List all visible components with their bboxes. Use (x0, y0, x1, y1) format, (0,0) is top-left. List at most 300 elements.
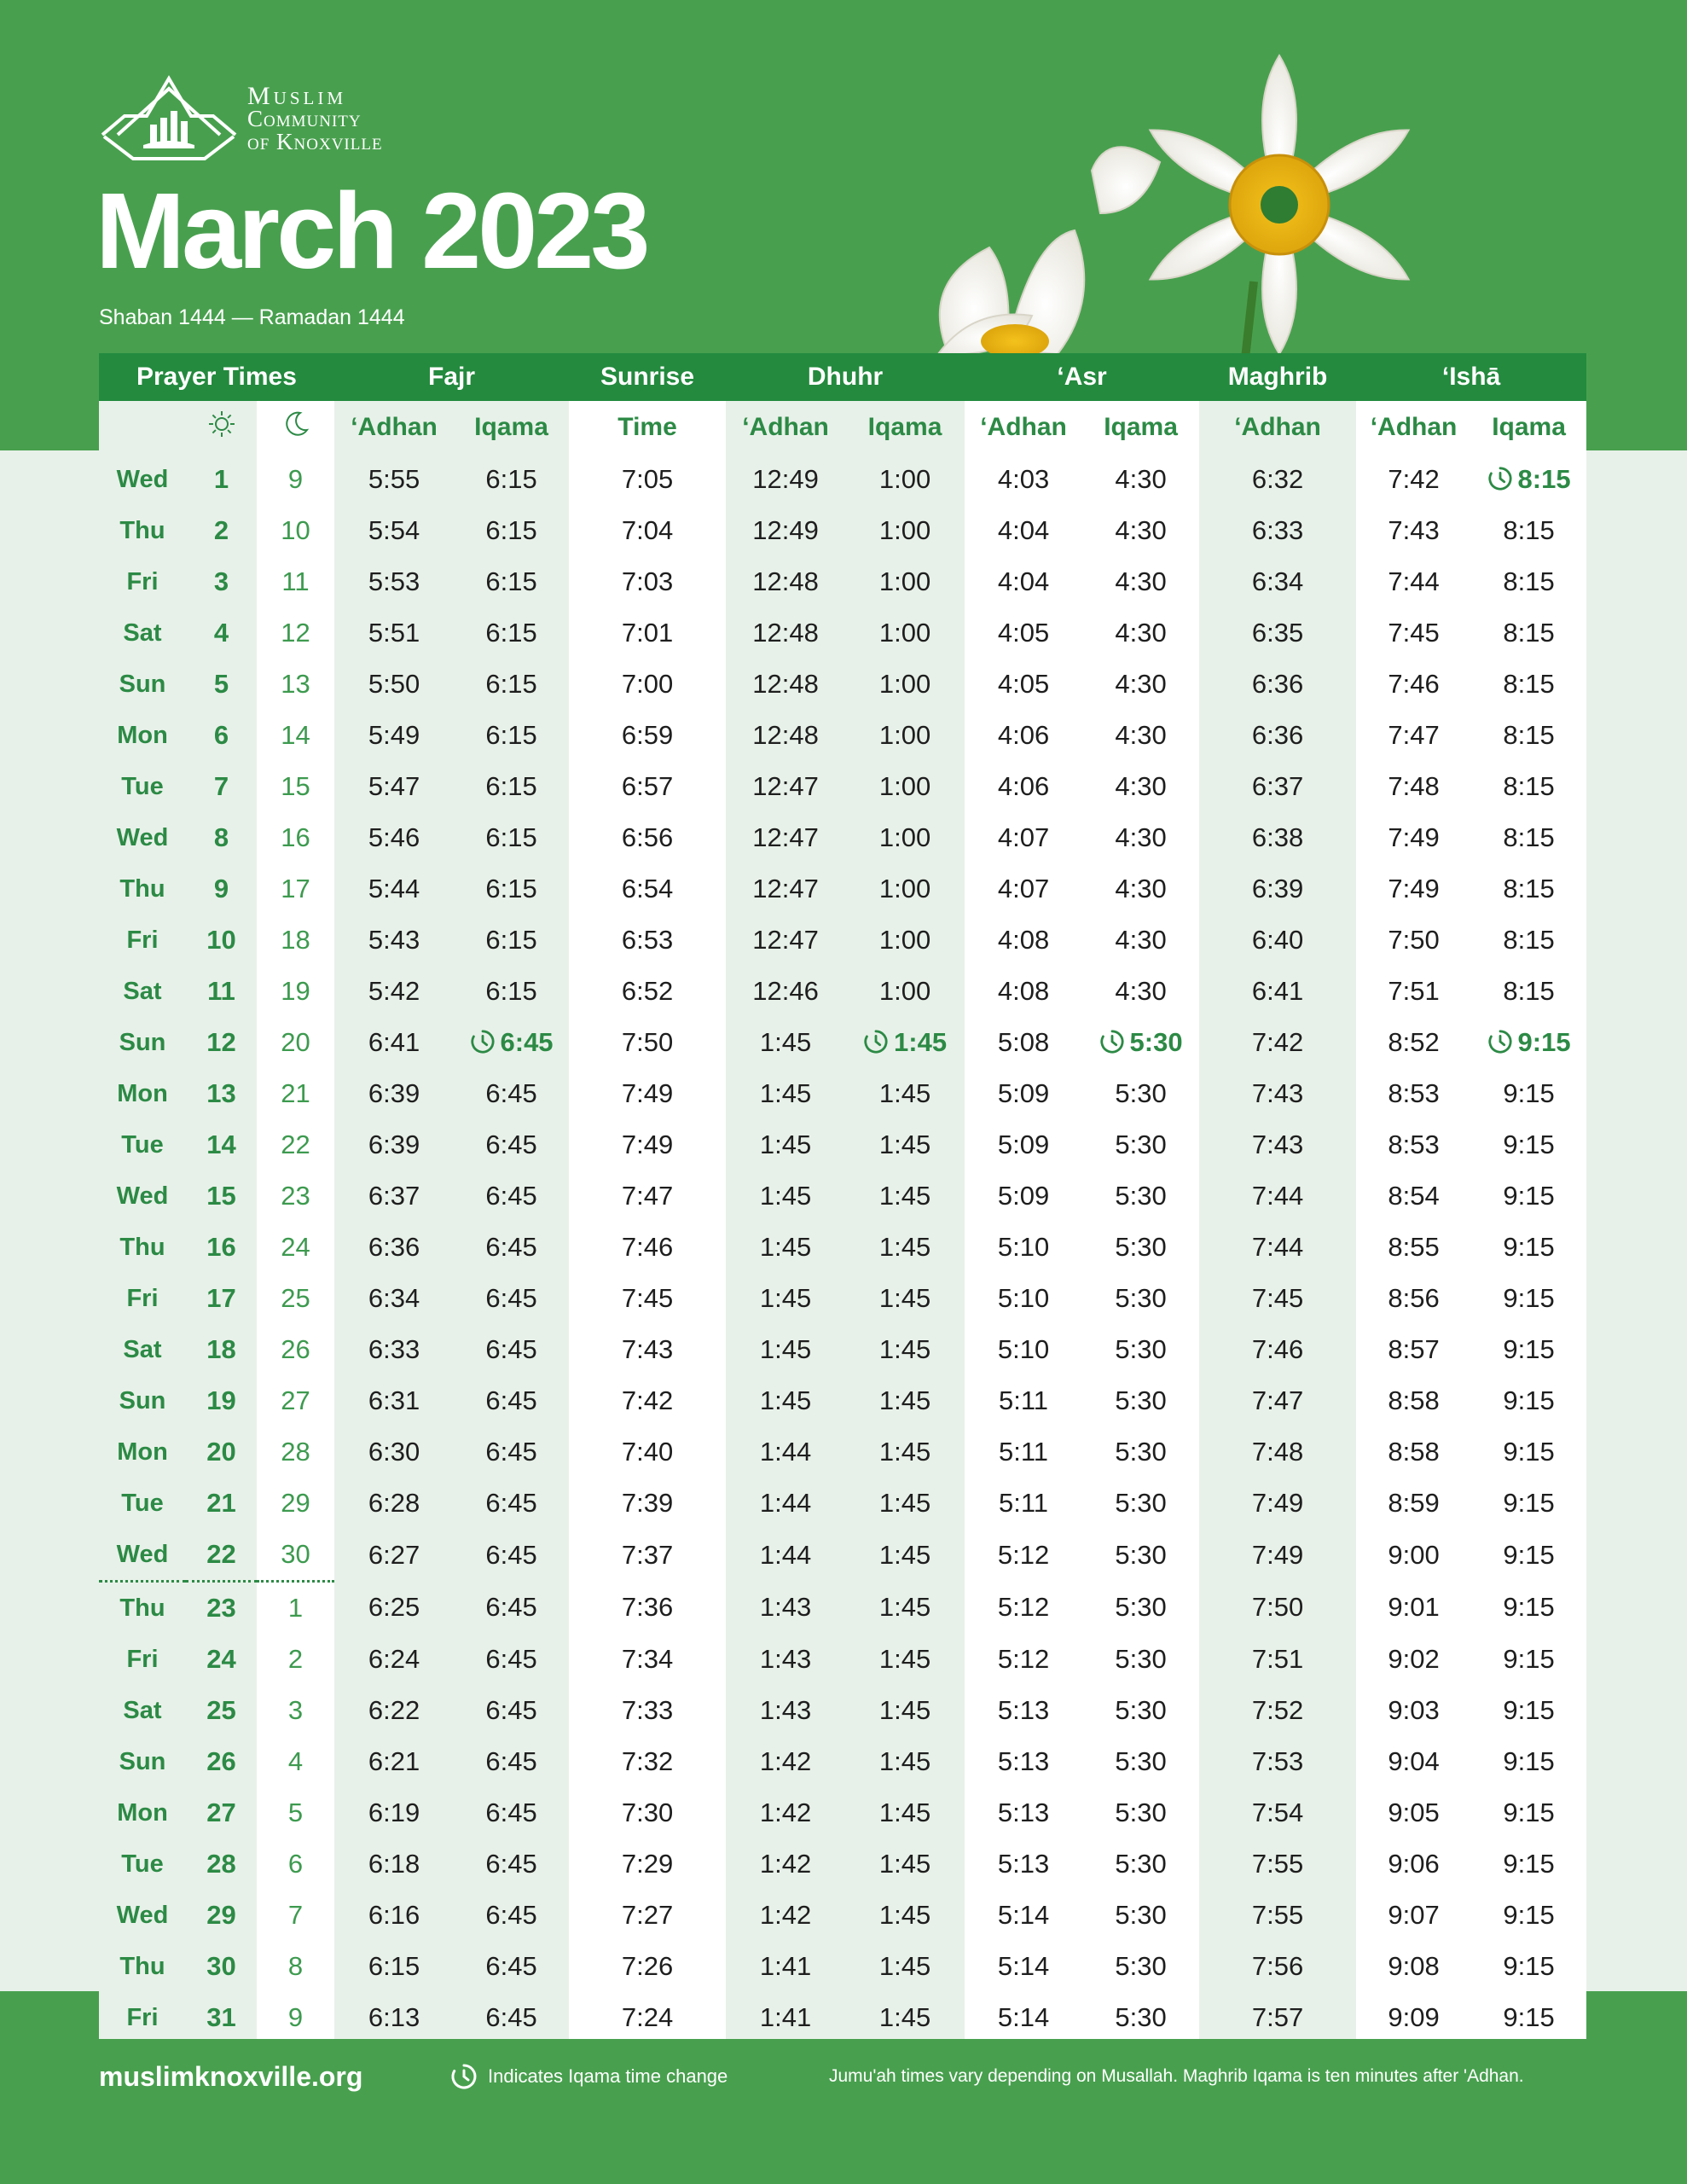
asr-adhan: 5:10 (997, 1334, 1050, 1364)
hijri-day-cell (257, 966, 334, 1017)
sunrise-time-cell (569, 1324, 726, 1375)
subheader-maghrib-adhan: ‘Adhan (1234, 413, 1321, 441)
day-number-cell (186, 1426, 257, 1478)
fajr-adhan: 6:19 (368, 1798, 420, 1827)
fajr-adhan-cell (334, 915, 454, 966)
maghrib-adhan-cell (1199, 966, 1356, 1017)
hijri-day-cell (257, 1941, 334, 1992)
dhuhr-iqama-cell (845, 812, 965, 863)
isha-iqama-cell (1471, 1634, 1586, 1685)
isha-adhan: 8:54 (1388, 1181, 1440, 1211)
fajr-adhan-cell (334, 1273, 454, 1324)
dhuhr-adhan: 12:48 (752, 669, 819, 699)
header-isha: ‘Ishā (1356, 353, 1586, 401)
dhuhr-adhan-cell (726, 1170, 845, 1222)
subheader-isha-adhan: ‘Adhan (1370, 413, 1458, 441)
fajr-iqama-cell (454, 1375, 569, 1426)
maghrib-adhan-cell (1199, 1426, 1356, 1478)
fajr-adhan-cell (334, 1890, 454, 1941)
isha-iqama: 9:15 (1503, 1951, 1555, 1981)
header-maghrib: Maghrib (1199, 353, 1356, 401)
sunrise-time-cell (569, 1941, 726, 1992)
fajr-iqama: 6:15 (485, 822, 537, 852)
isha-adhan-cell (1356, 1119, 1471, 1170)
day-of-week: Fri (126, 2003, 159, 2031)
isha-iqama-cell (1471, 1890, 1586, 1941)
asr-adhan: 4:04 (997, 566, 1050, 596)
isha-iqama-cell (1471, 1375, 1586, 1426)
hijri-day-cell (257, 1890, 334, 1941)
maghrib-adhan: 7:44 (1251, 1181, 1304, 1211)
hijri-range: Shaban 1444 — Ramadan 1444 (99, 305, 405, 329)
asr-iqama: 4:30 (1115, 515, 1167, 545)
table-row (99, 1634, 1586, 1685)
day-of-week-cell (99, 966, 186, 1017)
day-number-cell (186, 1941, 257, 1992)
day-of-week: Tue (121, 1489, 164, 1517)
dhuhr-adhan: 12:46 (752, 976, 819, 1006)
maghrib-adhan-cell (1199, 863, 1356, 915)
sunrise-time: 6:52 (621, 976, 674, 1006)
isha-adhan: 8:52 (1388, 1027, 1440, 1057)
isha-adhan-cell (1356, 966, 1471, 1017)
asr-adhan: 5:11 (999, 1488, 1049, 1518)
asr-iqama-cell (1082, 1787, 1199, 1838)
daffodil-image (887, 26, 1433, 367)
isha-adhan-cell (1356, 710, 1471, 761)
fajr-adhan-cell (334, 1222, 454, 1273)
sunrise-time: 7:40 (621, 1437, 674, 1467)
day-number-cell (186, 1992, 257, 2043)
maghrib-adhan: 6:37 (1251, 771, 1304, 801)
asr-iqama: 5:30 (1115, 1951, 1167, 1981)
isha-iqama-cell (1471, 505, 1586, 556)
fajr-adhan: 6:18 (368, 1849, 420, 1879)
time-change-icon (1099, 1029, 1125, 1054)
asr-adhan-cell (965, 1068, 1082, 1119)
table-row (99, 1685, 1586, 1736)
dhuhr-adhan: 12:48 (752, 566, 819, 596)
time-change-icon (1487, 1029, 1513, 1054)
isha-iqama: 9:15 (1503, 1078, 1555, 1108)
maghrib-adhan: 7:54 (1251, 1798, 1304, 1827)
day-number-cell (186, 659, 257, 710)
isha-iqama-cell (1471, 1068, 1586, 1119)
asr-iqama: 5:30 (1115, 1437, 1167, 1467)
isha-iqama: 9:15 (1503, 1130, 1555, 1159)
asr-iqama-cell (1082, 812, 1199, 863)
asr-iqama: 4:30 (1115, 976, 1167, 1006)
day-of-week: Mon (117, 721, 168, 749)
day-number-cell (186, 454, 257, 505)
dhuhr-iqama-cell (845, 1170, 965, 1222)
asr-adhan-cell (965, 1222, 1082, 1273)
day-of-week: Thu (119, 1952, 165, 1980)
hijri-day-cell (257, 1685, 334, 1736)
dhuhr-iqama: 1:45 (878, 1644, 931, 1674)
day-number: 5 (213, 669, 229, 699)
isha-adhan-cell (1356, 1838, 1471, 1890)
fajr-iqama-cell (454, 1890, 569, 1941)
fajr-adhan-cell (334, 607, 454, 659)
sun-icon (186, 401, 257, 454)
fajr-iqama-cell (454, 1273, 569, 1324)
fajr-adhan: 5:51 (368, 618, 420, 648)
asr-adhan: 4:05 (997, 669, 1050, 699)
asr-adhan: 5:14 (997, 1951, 1050, 1981)
subheader-sunrise-time: Time (617, 413, 677, 441)
dhuhr-adhan-cell (726, 1890, 845, 1941)
hijri-day: 9 (287, 464, 304, 494)
table-row (99, 607, 1586, 659)
maghrib-adhan-cell (1199, 1222, 1356, 1273)
isha-adhan: 7:51 (1388, 976, 1440, 1006)
fajr-iqama-cell (454, 1634, 569, 1685)
fajr-iqama-cell (454, 1068, 569, 1119)
day-number: 23 (206, 1593, 236, 1623)
isha-iqama-cell (1471, 1273, 1586, 1324)
dhuhr-adhan-cell (726, 710, 845, 761)
fajr-adhan: 6:41 (368, 1027, 420, 1057)
hijri-day: 11 (281, 566, 310, 596)
sunrise-time: 7:49 (621, 1130, 674, 1159)
table-row (99, 812, 1586, 863)
footer-note: Jumu'ah times vary depending on Musallah. Maghrib Iqama is ten minutes after 'Adhan. (829, 2066, 1524, 2086)
fajr-iqama: 6:45 (500, 1027, 554, 1057)
dhuhr-iqama: 1:45 (878, 1232, 931, 1262)
isha-adhan: 7:48 (1388, 771, 1440, 801)
fajr-adhan: 6:28 (368, 1488, 420, 1518)
asr-adhan-cell (965, 1992, 1082, 2043)
table-row (99, 1375, 1586, 1426)
fajr-iqama: 6:45 (485, 1130, 537, 1159)
prayer-times-table (99, 353, 1586, 2043)
dhuhr-iqama: 1:45 (878, 1334, 931, 1364)
hijri-day: 23 (281, 1181, 310, 1211)
hijri-day-cell (257, 505, 334, 556)
dhuhr-iqama: 1:00 (878, 618, 931, 648)
fajr-iqama: 6:15 (485, 925, 537, 955)
fajr-iqama-cell (454, 1119, 569, 1170)
day-number-cell (186, 1582, 257, 1635)
sunrise-time: 7:33 (621, 1695, 674, 1725)
dhuhr-adhan-cell (726, 1736, 845, 1787)
maghrib-adhan: 6:36 (1251, 669, 1304, 699)
dhuhr-iqama: 1:45 (878, 1078, 931, 1108)
asr-iqama-cell (1082, 1529, 1199, 1582)
sunrise-time-cell (569, 915, 726, 966)
maghrib-adhan: 7:49 (1251, 1539, 1304, 1570)
fajr-adhan-cell (334, 812, 454, 863)
subheader-fajr-iqama: Iqama (474, 413, 548, 441)
isha-iqama-cell (1471, 1787, 1586, 1838)
dhuhr-iqama-cell (845, 1634, 965, 1685)
asr-adhan-cell (965, 1890, 1082, 1941)
day-number-cell (186, 556, 257, 607)
sunrise-time: 7:27 (621, 1900, 674, 1930)
hijri-day: 16 (281, 822, 310, 852)
org-name-line1: Muslim (247, 81, 347, 110)
isha-adhan: 7:45 (1388, 618, 1440, 648)
maghrib-adhan-cell (1199, 1324, 1356, 1375)
asr-iqama-cell (1082, 1375, 1199, 1426)
dhuhr-adhan-cell (726, 1375, 845, 1426)
day-of-week-cell (99, 607, 186, 659)
asr-adhan: 5:10 (997, 1232, 1050, 1262)
fajr-iqama-cell (454, 1426, 569, 1478)
asr-adhan: 5:10 (997, 1283, 1050, 1313)
asr-adhan-cell (965, 1273, 1082, 1324)
asr-iqama-cell (1082, 1736, 1199, 1787)
hijri-day-cell (257, 1068, 334, 1119)
asr-iqama-cell (1082, 556, 1199, 607)
sunrise-time: 7:42 (621, 1385, 674, 1415)
asr-iqama: 5:30 (1115, 2002, 1167, 2032)
isha-adhan-cell (1356, 1375, 1471, 1426)
dhuhr-iqama: 1:00 (878, 464, 931, 494)
hijri-day-cell (257, 1582, 334, 1635)
day-of-week-cell (99, 556, 186, 607)
sunrise-time: 7:45 (621, 1283, 674, 1313)
dhuhr-iqama: 1:45 (878, 1130, 931, 1159)
table-row (99, 1222, 1586, 1273)
hijri-day: 21 (281, 1078, 310, 1108)
sunrise-time: 6:56 (621, 822, 674, 852)
fajr-adhan: 6:16 (368, 1900, 420, 1930)
isha-adhan: 7:49 (1388, 874, 1440, 903)
fajr-adhan-cell (334, 1426, 454, 1478)
dhuhr-adhan-cell (726, 1634, 845, 1685)
day-of-week-cell (99, 1634, 186, 1685)
fajr-iqama-cell (454, 454, 569, 505)
maghrib-adhan: 7:55 (1251, 1849, 1304, 1879)
day-of-week: Thu (119, 1233, 165, 1261)
time-change-icon (1487, 466, 1513, 491)
isha-iqama-cell (1471, 1017, 1586, 1068)
isha-iqama: 9:15 (1503, 1798, 1555, 1827)
maghrib-adhan-cell (1199, 710, 1356, 761)
dhuhr-iqama: 1:45 (878, 1283, 931, 1313)
asr-adhan-cell (965, 454, 1082, 505)
asr-iqama: 4:30 (1115, 771, 1167, 801)
isha-iqama: 9:15 (1503, 1539, 1555, 1570)
sunrise-time: 7:01 (621, 618, 674, 648)
day-number: 24 (206, 1644, 236, 1674)
time-change-icon (863, 1029, 889, 1054)
dhuhr-iqama-cell (845, 505, 965, 556)
asr-iqama: 4:30 (1115, 618, 1167, 648)
day-number: 30 (206, 1951, 236, 1981)
fajr-adhan: 5:42 (368, 976, 420, 1006)
asr-iqama-cell (1082, 761, 1199, 812)
day-number-cell (186, 915, 257, 966)
dhuhr-adhan: 1:45 (759, 1027, 812, 1057)
asr-iqama-cell (1082, 1324, 1199, 1375)
hijri-day-cell (257, 1838, 334, 1890)
sunrise-time-cell (569, 1478, 726, 1529)
day-number: 14 (206, 1130, 236, 1159)
fajr-iqama: 6:15 (485, 464, 537, 494)
dhuhr-adhan: 1:45 (759, 1232, 812, 1262)
dhuhr-adhan: 1:41 (759, 1951, 812, 1981)
fajr-iqama: 6:45 (485, 2002, 537, 2032)
day-number: 6 (213, 720, 229, 750)
fajr-iqama-cell (454, 1941, 569, 1992)
sunrise-time-cell (569, 1582, 726, 1635)
asr-iqama: 5:30 (1115, 1539, 1167, 1570)
fajr-iqama-cell (454, 505, 569, 556)
hijri-day-cell (257, 1478, 334, 1529)
isha-iqama: 9:15 (1503, 1181, 1555, 1211)
asr-adhan-cell (965, 966, 1082, 1017)
hijri-day: 8 (287, 1951, 304, 1981)
asr-adhan: 4:06 (997, 720, 1050, 750)
dhuhr-adhan-cell (726, 1529, 845, 1582)
dhuhr-adhan-cell (726, 1273, 845, 1324)
hijri-day: 2 (287, 1644, 304, 1674)
maghrib-adhan-cell (1199, 1838, 1356, 1890)
asr-iqama-cell (1082, 1273, 1199, 1324)
isha-adhan: 9:04 (1388, 1746, 1440, 1776)
isha-iqama: 8:15 (1503, 515, 1555, 545)
fajr-adhan-cell (334, 1582, 454, 1635)
fajr-iqama: 6:15 (485, 669, 537, 699)
dhuhr-iqama: 1:00 (878, 874, 931, 903)
day-of-week-cell (99, 1170, 186, 1222)
asr-iqama-cell (1082, 1119, 1199, 1170)
isha-iqama-cell (1471, 454, 1586, 505)
maghrib-adhan: 7:57 (1251, 2002, 1304, 2032)
day-of-week: Sun (119, 1386, 166, 1414)
dhuhr-adhan: 1:42 (759, 1798, 812, 1827)
table-row (99, 1736, 1586, 1787)
fajr-adhan: 6:27 (368, 1539, 420, 1570)
maghrib-adhan: 6:38 (1251, 822, 1304, 852)
fajr-adhan-cell (334, 1017, 454, 1068)
maghrib-adhan: 6:39 (1251, 874, 1304, 903)
asr-adhan: 5:13 (997, 1849, 1050, 1879)
asr-iqama-cell (1082, 454, 1199, 505)
day-number: 29 (206, 1900, 236, 1930)
isha-adhan-cell (1356, 1273, 1471, 1324)
asr-iqama: 5:30 (1129, 1027, 1183, 1057)
website-url: muslimknoxville.org (99, 2061, 363, 2092)
isha-adhan-cell (1356, 1685, 1471, 1736)
dhuhr-iqama: 1:00 (878, 976, 931, 1006)
sunrise-time-cell (569, 761, 726, 812)
day-of-week: Fri (126, 1645, 159, 1673)
dhuhr-iqama-cell (845, 1068, 965, 1119)
fajr-iqama: 6:45 (485, 1232, 537, 1262)
sunrise-time-cell (569, 1992, 726, 2043)
sunrise-time-cell (569, 454, 726, 505)
dhuhr-adhan-cell (726, 1941, 845, 1992)
hijri-day: 30 (281, 1539, 310, 1569)
fajr-iqama: 6:45 (485, 1746, 537, 1776)
hijri-day: 17 (281, 874, 310, 903)
dhuhr-adhan-cell (726, 607, 845, 659)
dhuhr-iqama-cell (845, 659, 965, 710)
isha-iqama-cell (1471, 966, 1586, 1017)
table-row (99, 1170, 1586, 1222)
dhuhr-adhan-cell (726, 1222, 845, 1273)
dhuhr-iqama: 1:45 (878, 1900, 931, 1930)
hijri-day: 20 (281, 1027, 310, 1057)
maghrib-adhan-cell (1199, 1478, 1356, 1529)
sunrise-time: 7:36 (621, 1592, 674, 1623)
asr-adhan-cell (965, 863, 1082, 915)
isha-iqama: 8:15 (1503, 669, 1555, 699)
day-of-week: Thu (119, 1594, 165, 1622)
dhuhr-iqama-cell (845, 1582, 965, 1635)
asr-adhan: 4:07 (997, 822, 1050, 852)
fajr-iqama-cell (454, 710, 569, 761)
asr-adhan: 5:13 (997, 1798, 1050, 1827)
fajr-adhan: 5:44 (368, 874, 420, 903)
dhuhr-iqama-cell (845, 454, 965, 505)
day-of-week-cell (99, 1890, 186, 1941)
day-of-week-cell (99, 1941, 186, 1992)
fajr-adhan-cell (334, 863, 454, 915)
dhuhr-iqama-cell (845, 1941, 965, 1992)
fajr-adhan-cell (334, 1375, 454, 1426)
isha-iqama-cell (1471, 1222, 1586, 1273)
fajr-iqama-cell (454, 1787, 569, 1838)
maghrib-adhan-cell (1199, 1375, 1356, 1426)
asr-iqama-cell (1082, 1017, 1199, 1068)
dhuhr-iqama-cell (845, 1426, 965, 1478)
asr-iqama-cell (1082, 863, 1199, 915)
maghrib-adhan-cell (1199, 761, 1356, 812)
fajr-adhan: 5:46 (368, 822, 420, 852)
asr-adhan-cell (965, 1787, 1082, 1838)
fajr-adhan: 6:21 (368, 1746, 420, 1776)
maghrib-adhan-cell (1199, 505, 1356, 556)
fajr-iqama: 6:45 (485, 1181, 537, 1211)
dhuhr-iqama: 1:45 (878, 1539, 931, 1570)
isha-iqama-cell (1471, 812, 1586, 863)
maghrib-adhan: 6:40 (1251, 925, 1304, 955)
dhuhr-adhan: 1:45 (759, 1130, 812, 1159)
table-row (99, 915, 1586, 966)
sunrise-time-cell (569, 1017, 726, 1068)
sunrise-time: 6:57 (621, 771, 674, 801)
maghrib-adhan-cell (1199, 1890, 1356, 1941)
day-of-week-cell (99, 1838, 186, 1890)
isha-adhan-cell (1356, 1634, 1471, 1685)
day-of-week-cell (99, 1478, 186, 1529)
day-number-cell (186, 1478, 257, 1529)
dhuhr-adhan: 12:49 (752, 464, 819, 494)
asr-adhan-cell (965, 1529, 1082, 1582)
sunrise-time: 7:03 (621, 566, 674, 596)
fajr-adhan: 6:31 (368, 1385, 420, 1415)
maghrib-adhan: 6:35 (1251, 618, 1304, 648)
fajr-iqama: 6:45 (485, 1385, 537, 1415)
asr-adhan: 5:09 (997, 1130, 1050, 1159)
hijri-day: 13 (281, 669, 310, 699)
isha-iqama: 8:15 (1503, 822, 1555, 852)
day-number-cell (186, 1222, 257, 1273)
day-number-cell (186, 1375, 257, 1426)
maghrib-adhan: 7:50 (1251, 1592, 1304, 1623)
dhuhr-iqama-cell (845, 1478, 965, 1529)
asr-adhan: 5:12 (997, 1539, 1050, 1570)
dhuhr-adhan-cell (726, 915, 845, 966)
asr-iqama: 4:30 (1115, 566, 1167, 596)
asr-iqama: 5:30 (1115, 1078, 1167, 1108)
table-row (99, 1890, 1586, 1941)
